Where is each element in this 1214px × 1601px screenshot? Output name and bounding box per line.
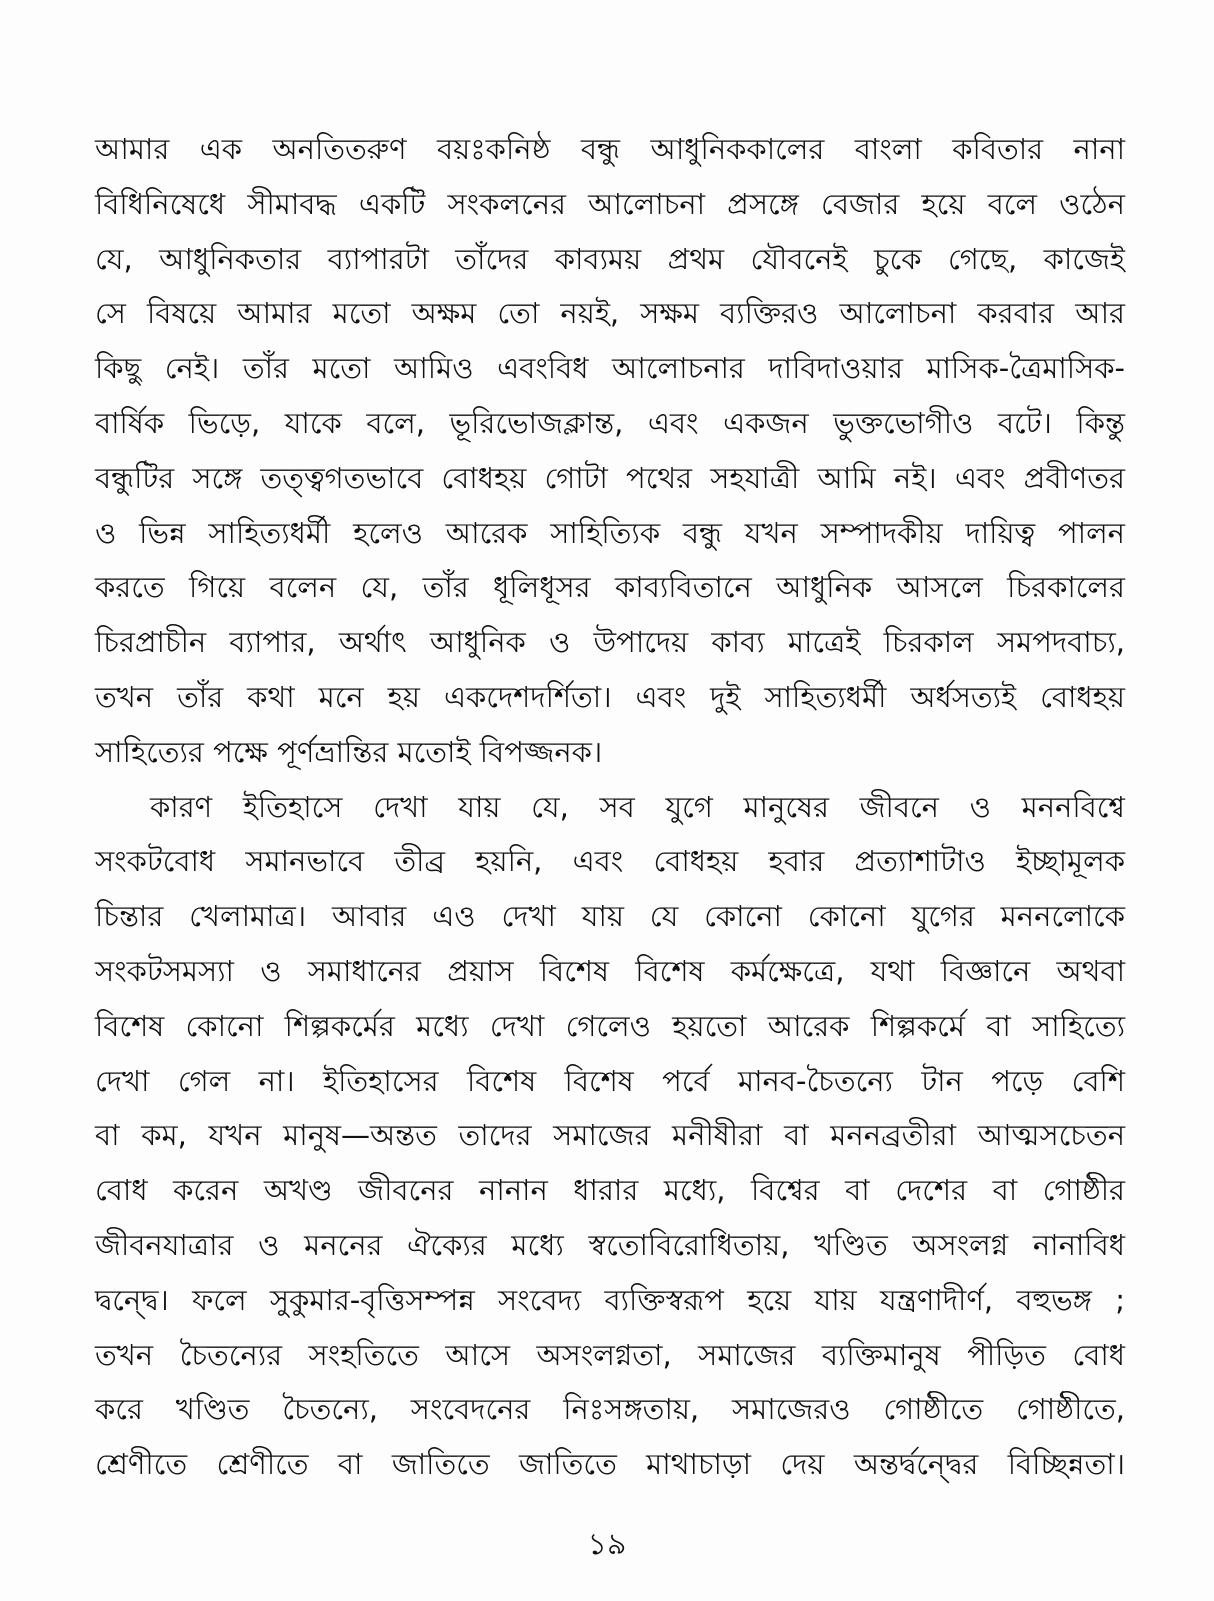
text-line: চিন্তার খেলামাত্র। আবার এও দেখা যায় যে কোনো কোনো যুগের মননলোকে	[95, 899, 1125, 934]
text-line: ও ভিন্ন সাহিত্যধর্মী হলেও আরেক সাহিত্যিক বন্ধু যখন সম্পাদকীয় দায়িত্ব পালন	[95, 515, 1125, 550]
text-line: সাহিত্যের পক্ষে পূর্ণভ্রান্তির মতোই বিপজ্জনক।	[95, 734, 603, 769]
text-line: বোধ করেন অখণ্ড জীবনের নানান ধারার মধ্যে, বিশ্বের বা দেশের বা গোষ্ঠীর	[95, 1173, 1125, 1208]
text-line: সে বিষয়ে আমার মতো অক্ষম তো নয়ই, সক্ষম ব্যক্তিরও আলোচনা করবার আর	[95, 296, 1125, 331]
text-line: জীবনযাত্রার ও মননের ঐক্যের মধ্যে স্বতোবিরোধিতায়, খণ্ডিত অসংলগ্ন নানাবিধ	[95, 1227, 1125, 1262]
text-line: তখন তাঁর কথা মনে হয় একদেশদর্শিতা। এবং দুই সাহিত্যধর্মী অর্ধসত্যই বোধহয়	[95, 679, 1125, 714]
text-line: সংকটবোধ সমানভাবে তীব্র হয়নি, এবং বোধহয় হবার প্রত্যাশাটাও ইচ্ছামূলক	[95, 844, 1125, 879]
text-line: আমার এক অনতিতরুণ বয়ঃকনিষ্ঠ বন্ধু আধুনিককালের বাংলা কবিতার নানা	[95, 132, 1125, 166]
text-line: বা কম, যখন মানুষ—অন্তত তাদের সমাজের মনীষীরা বা মননব্রতীরা আত্মসচেতন	[95, 1118, 1125, 1153]
text-line: কিছু নেই। তাঁর মতো আমিও এবংবিধ আলোচনার দাবিদাওয়ার মাসিক-ত্রৈমাসিক-	[95, 351, 1125, 386]
text-line: দ্বন্দ্বে। ফলে সুকুমার-বৃত্তিসম্পন্ন সংবেদ্য ব্যক্তিস্বরূপ হয়ে যায় যন্ত্রণাদীর্ণ, বহুভঙ্গ ;	[95, 1282, 1125, 1317]
text-line: চিরপ্রাচীন ব্যাপার, অর্থাৎ আধুনিক ও উপাদেয় কাব্য মাত্রেই চিরকাল সমপদবাচ্য,	[95, 625, 1125, 660]
text-line: বার্ষিক ভিড়ে, যাকে বলে, ভূরিভোজক্লান্ত, এবং একজন ভুক্তভোগীও বটে। কিন্তু	[95, 405, 1125, 440]
text-line: সংকটসমস্যা ও সমাধানের প্রয়াস বিশেষ বিশেষ কর্মক্ষেত্রে, যথা বিজ্ঞানে অথবা	[95, 953, 1125, 988]
page-number: ১৯	[587, 1527, 627, 1562]
text-line: শ্রেণীতে শ্রেণীতে বা জাতিতে জাতিতে মাথাচাড়া দেয় অন্তর্দ্বন্দ্বের বিচ্ছিন্নতা।	[95, 1447, 1125, 1482]
text-line: যে, আধুনিকতার ব্যাপারটা তাঁদের কাব্যময় প্রথম যৌবনেই চুকে গেছে, কাজেই	[95, 241, 1125, 276]
text-line: বিশেষ কোনো শিল্পকর্মের মধ্যে দেখা গেলেও হয়তো আরেক শিল্পকর্মে বা সাহিত্যে	[95, 1008, 1125, 1043]
text-line: কারণ ইতিহাসে দেখা যায় যে, সব যুগে মানুষের জীবনে ও মননবিশ্বে	[150, 789, 1125, 824]
body-text	[95, 122, 1125, 1492]
text-line: করে খণ্ডিত চৈতন্যে, সংবেদনের নিঃসঙ্গতায়, সমাজেরও গোষ্ঠীতে গোষ্ঠীতে,	[95, 1392, 1125, 1427]
text-line: বন্ধুটির সঙ্গে তত্ত্বগতভাবে বোধহয় গোটা পথের সহযাত্রী আমি নই। এবং প্রবীণতর	[95, 460, 1125, 495]
text-line: তখন চৈতন্যের সংহতিতে আসে অসংলগ্নতা, সমাজের ব্যক্তিমানুষ পীড়িত বোধ	[95, 1337, 1125, 1372]
text-line: বিধিনিষেধে সীমাবদ্ধ একটি সংকলনের আলোচনা প্রসঙ্গে বেজার হয়ে বলে ওঠেন	[95, 186, 1125, 221]
text-line: দেখা গেল না। ইতিহাসের বিশেষ বিশেষ পর্বে মানব-চৈতন্যে টান পড়ে বেশি	[95, 1063, 1125, 1098]
text-line: করতে গিয়ে বলেন যে, তাঁর ধূলিধূসর কাব্যবিতানে আধুনিক আসলে চিরকালের	[95, 570, 1125, 605]
paragraph-1	[95, 122, 1125, 780]
paragraph-2	[95, 780, 1125, 1492]
